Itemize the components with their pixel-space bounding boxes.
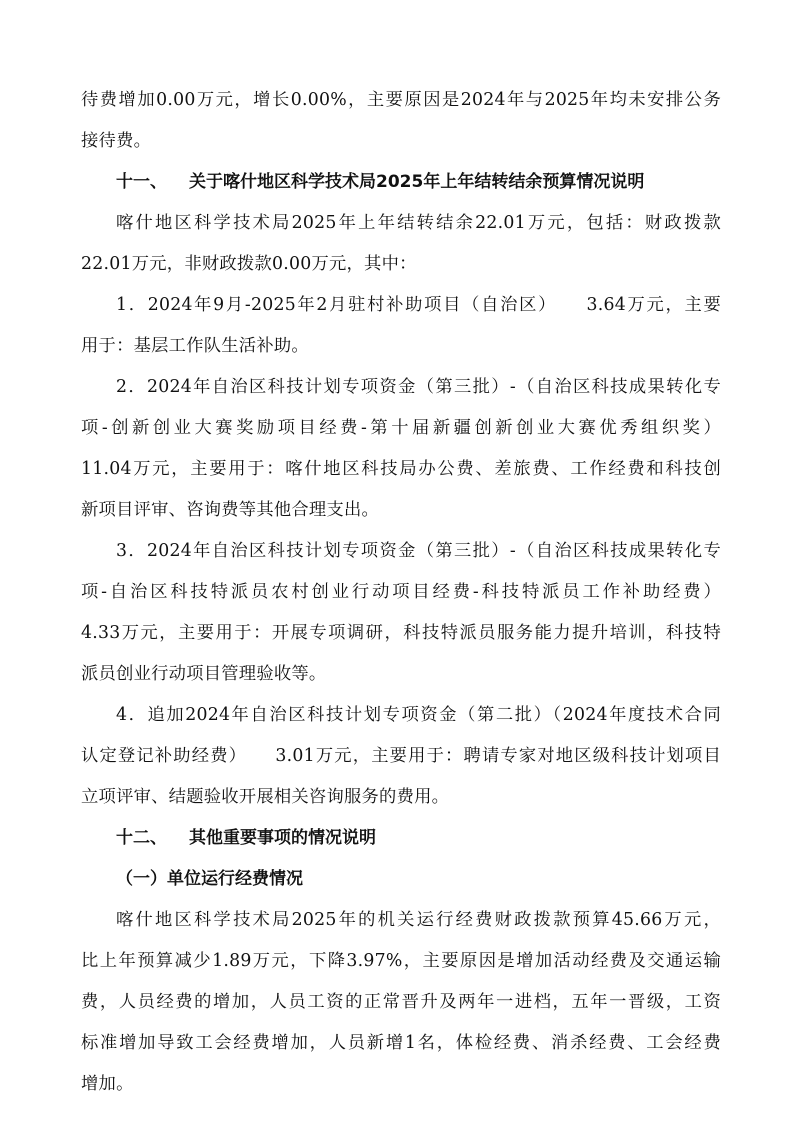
list-item-line: 2．2024年自治区科技计划专项资金（第三批）-（自治区科技成果转化专: [116, 377, 721, 397]
list-item-line: 4．追加2024年自治区科技计划专项资金（第二批）（2024年度技术合同: [116, 705, 721, 725]
list-item-line: 新项目评审、咨询费等其他合理支出。: [81, 500, 380, 520]
subsection-heading: [116, 867, 303, 891]
section-heading-12: [116, 826, 376, 850]
list-item-line: 用于：基层工作队生活补助。: [81, 336, 309, 356]
paragraph-line: 待费增加0.00万元，增长0.00%，主要原因是2024年与2025年均未安排公务: [81, 90, 721, 110]
list-item-line: 项-自治区科技特派员农村创业行动项目经费-科技特派员工作补助经费）: [81, 582, 721, 602]
paragraph-line: 接待费。: [81, 131, 152, 151]
list-item-line: 1．2024年9月-2025年2月驻村补助项目（自治区） 3.64万元，主要: [116, 295, 721, 315]
list-item-line: 4.33万元，主要用于：开展专项调研，科技特派员服务能力提升培训，科技特: [81, 623, 721, 643]
list-item-line: 认定登记补助经费） 3.01万元，主要用于：聘请专家对地区级科技计划项目: [81, 746, 721, 766]
list-item-line: 立项评审、结题验收开展相关咨询服务的费用。: [81, 787, 450, 807]
list-item-line: 派员创业行动项目管理验收等。: [81, 664, 327, 684]
list-item-line: 3．2024年自治区科技计划专项资金（第三批）-（自治区科技成果转化专: [116, 541, 721, 561]
section-title: 其他重要事项的情况说明: [189, 828, 376, 848]
subsection-title: （一）单位运行经费情况: [116, 869, 303, 889]
list-item-line: 11.04万元，主要用于：喀什地区科技局办公费、差旅费、工作经费和科技创: [81, 459, 721, 479]
section-number: 十二、: [116, 828, 167, 848]
section-heading-11: [116, 170, 644, 194]
paragraph-line: 费，人员经费的增加，人员工资的正常晋升及两年一进档，五年一晋级，工资: [81, 992, 721, 1012]
paragraph-line: 标准增加导致工会经费增加，人员新增1名，体检经费、消杀经费、工会经费: [81, 1033, 721, 1053]
paragraph-line: 喀什地区科学技术局2025年上年结转结余22.01万元，包括：财政拨款: [116, 213, 721, 233]
paragraph-line: 喀什地区科学技术局2025年的机关运行经费财政拨款预算45.66万元，: [116, 910, 721, 930]
list-item-line: 项-创新创业大赛奖励项目经费-第十届新疆创新创业大赛优秀组织奖）: [81, 418, 721, 438]
section-title: 关于喀什地区科学技术局2025年上年结转结余预算情况说明: [189, 172, 645, 192]
paragraph-line: 增加。: [81, 1074, 134, 1094]
paragraph-line: 22.01万元，非财政拨款0.00万元，其中：: [81, 254, 417, 274]
section-number: 十一、: [116, 172, 167, 192]
paragraph-line: 比上年预算减少1.89万元，下降3.97%，主要原因是增加活动经费及交通运输: [81, 951, 721, 971]
